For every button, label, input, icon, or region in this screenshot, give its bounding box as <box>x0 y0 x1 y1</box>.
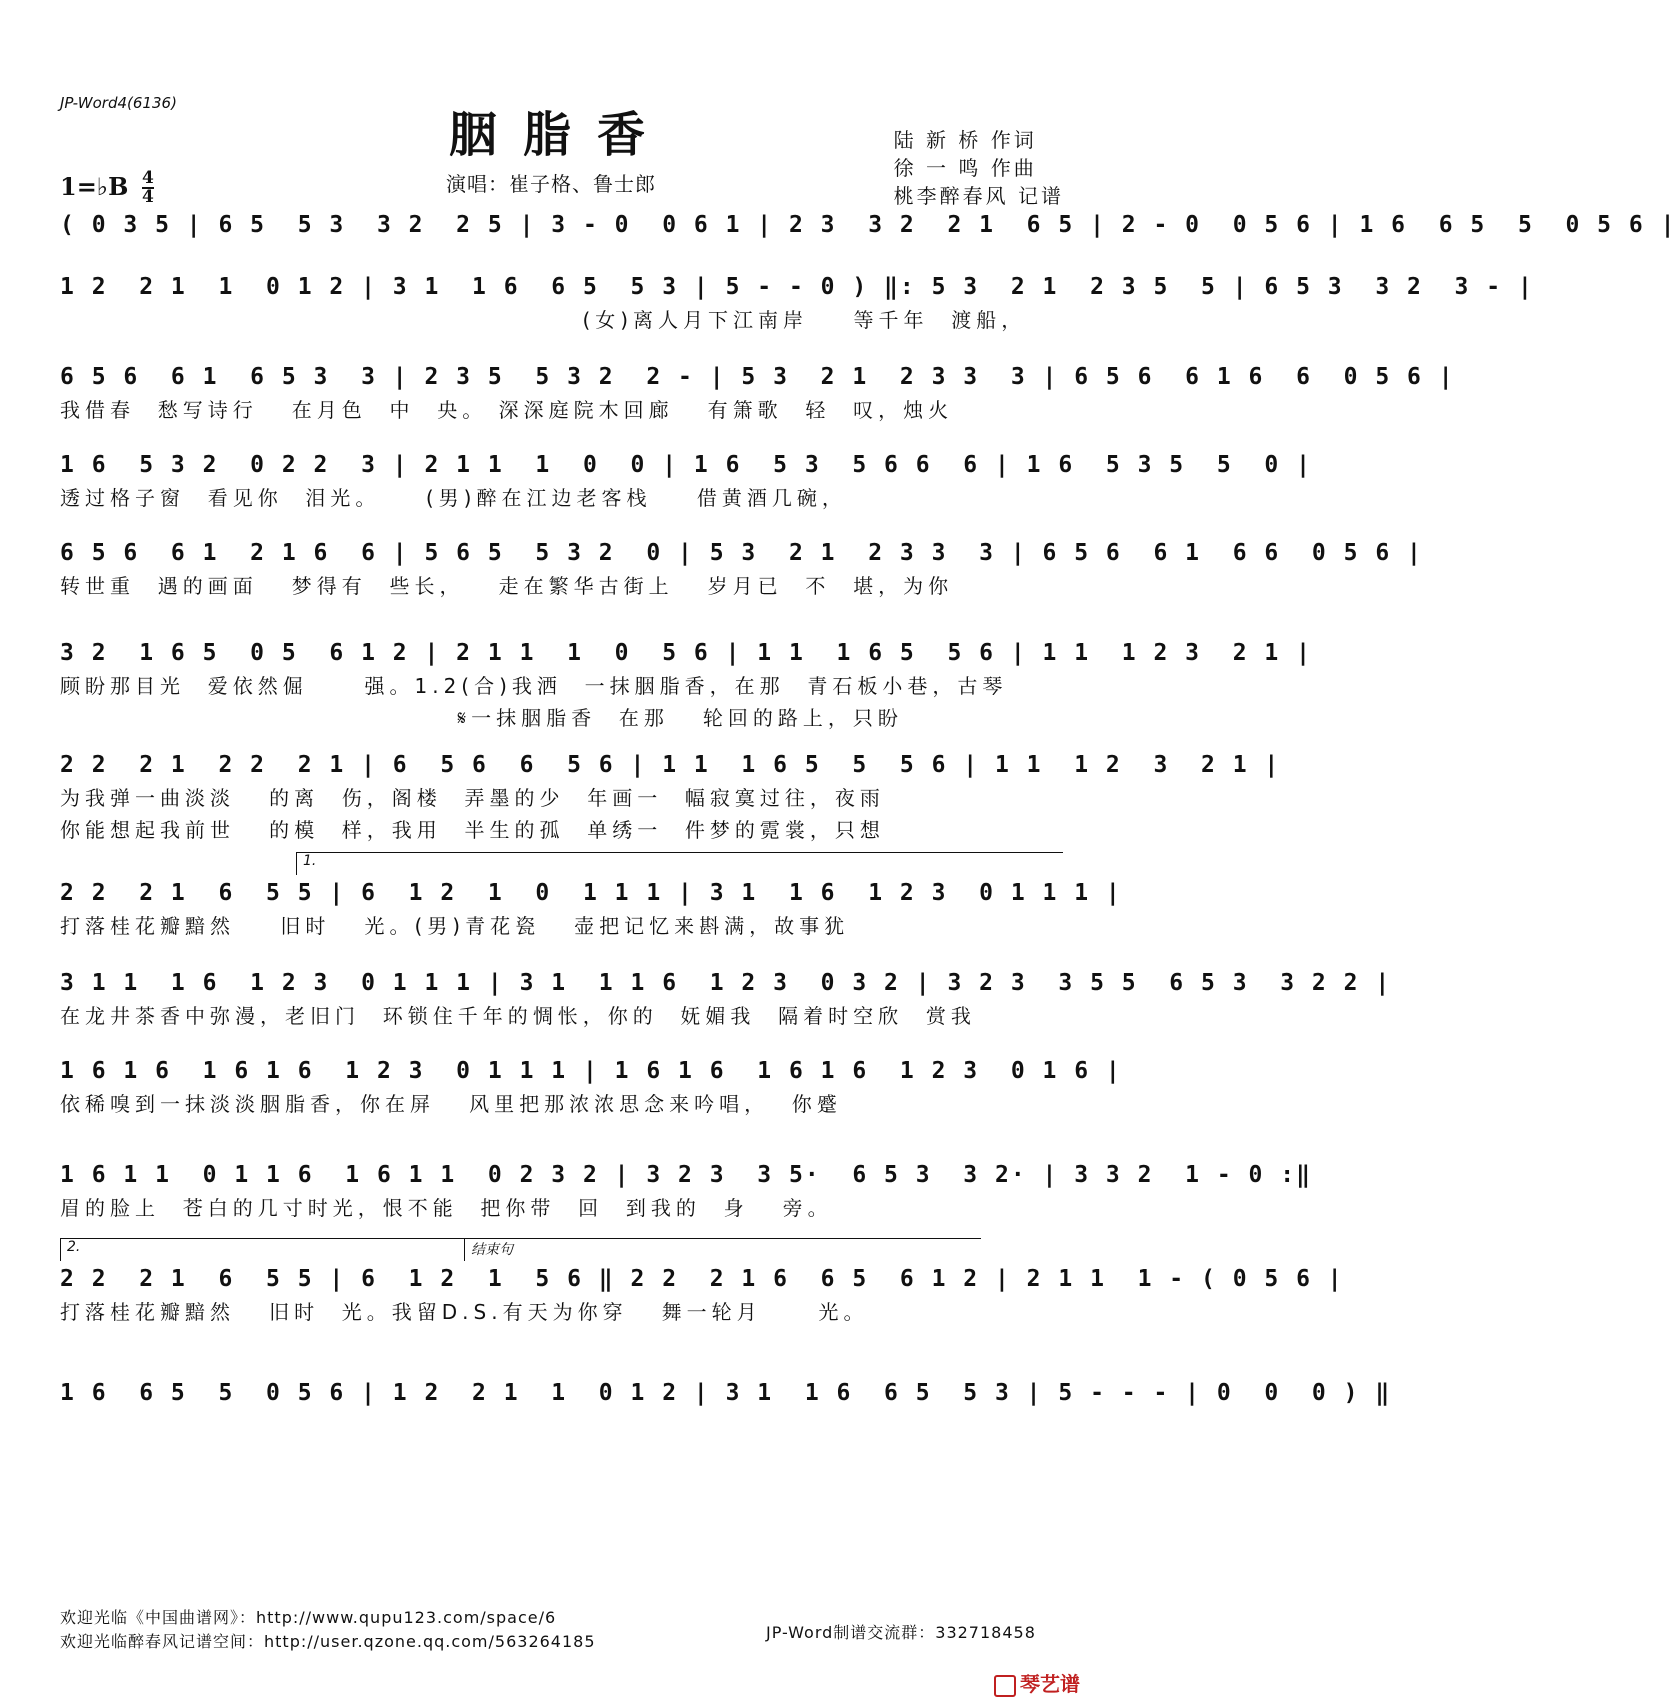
footer-links <box>60 1606 596 1654</box>
score-system <box>60 1158 1312 1224</box>
score-system <box>60 748 1281 846</box>
lyric-line: 你能想起我前世 的模 样，我用 半生的孤 单绣一 件梦的霓裳，只想 <box>60 818 885 842</box>
composer-credit: 徐 一 鸣 作曲 <box>893 156 1037 180</box>
lyric-line: 转世重 遇的画面 梦得有 些长， 走在繁华古街上 岁月已 不 堪，为你 <box>60 574 954 598</box>
watermark-text: 琴艺谱 <box>1020 1672 1080 1696</box>
notation-text: 1 6 1 1 0 1 1 6 1 6 1 1 0 2 3 2 | 3 2 3 3 5· 6 5 3 3 2· | 3 3 2 1 - 0 :‖ <box>60 1162 1312 1188</box>
notation-line <box>60 636 1312 670</box>
notation-text: 1 2 2 1 1 0 1 2 | 3 1 1 6 6 5 5 3 | 5 - - 0 ) ‖: 5 3 2 1 2 3 5 5 | 6 5 3 3 2 3 - | <box>60 274 1534 300</box>
score-system <box>60 448 1312 514</box>
footer-link-1[interactable]: 欢迎光临《中国曲谱网》：http://www.qupu123.com/space/6 <box>60 1608 557 1627</box>
lyric-line: 顾盼那目光 爱依然倔 强。1.2(合)我洒 一抹胭脂香，在那 青石板小巷，古琴 <box>60 674 1008 698</box>
notation-text: ( 0 3 5 | 6 5 5 3 3 2 2 5 | 3 - 0 0 6 1 | 2 3 3 2 2 1 6 5 | 2 - 0 0 5 6 | 1 6 6 5 5 0 5 6 | <box>60 212 1676 238</box>
notation-line <box>60 966 1392 1000</box>
notation-text: 6 5 6 6 1 6 5 3 3 | 2 3 5 5 3 2 2 - | 5 3 2 1 2 3 3 3 | 6 5 6 6 1 6 6 0 5 6 | <box>60 364 1455 390</box>
lyric-line: 眉的脸上 苍白的几寸时光，恨不能 把你带 回 到我的 身 旁。 <box>60 1196 833 1220</box>
score-system <box>60 1239 1344 1328</box>
lyric-line: 我借春 愁写诗行 在月色 中 央。 深深庭院木回廊 有箫歌 轻 叹，烛火 <box>60 398 954 422</box>
notation-text: 2 2 2 1 2 2 2 1 | 6 5 6 6 5 6 | 1 1 1 6 5 5 5 6 | 1 1 1 2 3 2 1 | <box>60 752 1281 778</box>
notation-line <box>60 876 1122 910</box>
lyric-line: 𝄋一抹胭脂香 在那 轮回的路上，只盼 <box>60 706 903 730</box>
transcriber-credit: 桃李醉春风 记谱 <box>893 184 1064 208</box>
time-signature <box>142 170 154 206</box>
ending-bracket: 结束句 <box>464 1238 981 1261</box>
watermark <box>994 1668 1080 1697</box>
notation-line <box>60 208 1676 242</box>
score-system <box>60 966 1392 1032</box>
volta-bracket: 2. <box>60 1238 467 1261</box>
notation-text: 1 6 5 3 2 0 2 2 3 | 2 1 1 1 0 0 | 1 6 5 3 5 6 6 6 | 1 6 5 3 5 5 0 | <box>60 452 1312 478</box>
score-system <box>60 1054 1122 1120</box>
notation-line <box>60 448 1312 482</box>
score-system <box>60 536 1423 602</box>
time-sig-top: 4 <box>142 168 154 188</box>
score-system <box>60 270 1534 336</box>
lyric-line: 为我弹一曲淡淡 的离 伤，阁楼 弄墨的少 年画一 幅寂寞过往，夜雨 <box>60 786 885 810</box>
notation-line <box>60 1054 1122 1088</box>
notation-line <box>60 1376 1392 1410</box>
footer-group: JP-Word制谱交流群：332718458 <box>766 1623 1036 1642</box>
score-system <box>60 636 1312 734</box>
time-sig-bottom: 4 <box>142 187 154 207</box>
footer-link-2[interactable]: 欢迎光临醉春风记谱空间：http://user.qzone.qq.com/563264185 <box>60 1632 596 1651</box>
lyric-line: 打落桂花瓣黯然 旧时 光。(男)青花瓷 壶把记忆来斟满，故事犹 <box>60 914 850 938</box>
notation-text: 3 2 1 6 5 0 5 6 1 2 | 2 1 1 1 0 5 6 | 1 1 1 6 5 5 6 | 1 1 1 2 3 2 1 | <box>60 640 1312 666</box>
score-system <box>60 360 1455 426</box>
singers: 演唱：崔子格、鲁士郎 <box>446 172 656 196</box>
lyric-line: 打落桂花瓣黯然 旧时 光。我留D.S.有天为你穿 舞一轮月 光。 <box>60 1300 869 1324</box>
notation-text: 2 2 2 1 6 5 5 | 6 1 2 1 0 1 1 1 | 3 1 1 6 1 2 3 0 1 1 1 | <box>60 880 1122 906</box>
notation-text: 3 1 1 1 6 1 2 3 0 1 1 1 | 3 1 1 1 6 1 2 3 0 3 2 | 3 2 3 3 5 5 6 5 3 3 2 2 | <box>60 970 1392 996</box>
score-system <box>60 853 1122 942</box>
lyric-line: 依稀嗅到一抹淡淡胭脂香，你在屏 风里把那浓浓思念来吟唱， 你蹙 <box>60 1092 842 1116</box>
notation-line <box>60 270 1534 304</box>
logo-icon <box>994 1675 1016 1697</box>
song-title: 胭脂香 <box>448 107 671 163</box>
notation-text: 2 2 2 1 6 5 5 | 6 1 2 1 5 6 ‖ 2 2 2 1 6 6 5 6 1 2 | 2 1 1 1 - ( 0 5 6 | <box>60 1266 1344 1292</box>
software-tag: JP-Word4(6136) <box>60 94 177 112</box>
lyric-line: 在龙井茶香中弥漫，老旧门 环锁住千年的惆怅，你的 妩媚我 隔着时空欣 赏我 <box>60 1004 976 1028</box>
notation-line <box>60 360 1455 394</box>
notation-line <box>60 1262 1344 1296</box>
notation-line <box>60 748 1281 782</box>
notation-text: 1 6 1 6 1 6 1 6 1 2 3 0 1 1 1 | 1 6 1 6 1 6 1 6 1 2 3 0 1 6 | <box>60 1058 1122 1084</box>
lyric-line: (女)离人月下江南岸 等千年 渡船， <box>60 308 1027 332</box>
key-signature: 1=♭B <box>60 172 129 201</box>
credits <box>894 126 1064 210</box>
lyric-line: 透过格子窗 看见你 泪光。 (男)醉在江边老客栈 借黄酒几碗， <box>60 486 847 510</box>
lyricist-credit: 陆 新 桥 作词 <box>893 128 1037 152</box>
notation-text: 1 6 6 5 5 0 5 6 | 1 2 2 1 1 0 1 2 | 3 1 1 6 6 5 5 3 | 5 - - - | 0 0 0 ) ‖ <box>60 1380 1392 1406</box>
notation-text: 6 5 6 6 1 2 1 6 6 | 5 6 5 5 3 2 0 | 5 3 2 1 2 3 3 3 | 6 5 6 6 1 6 6 0 5 6 | <box>60 540 1423 566</box>
volta-bracket: 1. <box>296 852 1063 875</box>
score-system <box>60 1376 1392 1410</box>
notation-line <box>60 1158 1312 1192</box>
score-system <box>60 208 1676 242</box>
notation-line <box>60 536 1423 570</box>
